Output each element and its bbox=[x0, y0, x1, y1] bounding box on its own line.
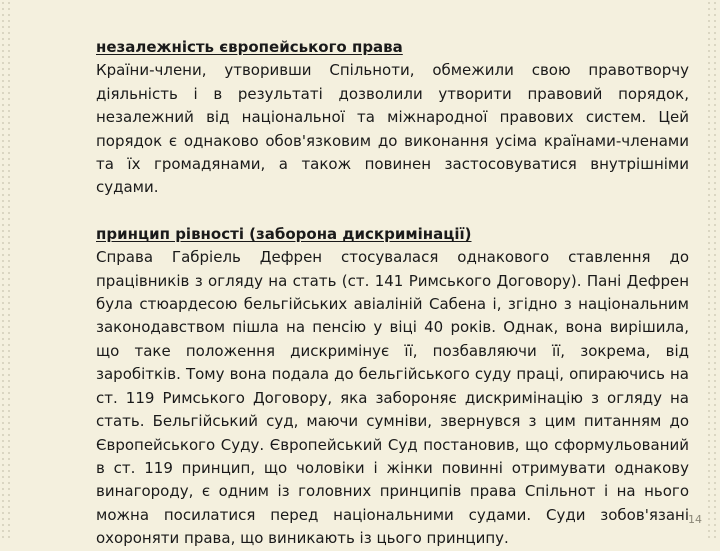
slide-content bbox=[96, 36, 689, 551]
section-heading-equality: принцип рівності (заборона дискримінації) bbox=[96, 224, 472, 243]
section-body-independence: Країни-члени, утворивши Спільноти, обмежили свою правотворчу діяльність і в результаті дозволили утворити правовий порядок, незалежний від національної та міжнародної правових систем. Цей порядок є однаково обов'язковим до виконання усіма країнами-членами та їх громадянами, а також повинен застосовуватися внутрішніми судами. bbox=[96, 61, 689, 197]
page-number: 14 bbox=[688, 513, 702, 526]
decorative-dot-border-right bbox=[706, 0, 720, 540]
section-heading-independence: незалежність європейського права bbox=[96, 38, 403, 56]
section-body-equality: Справа Габріель Дефрен стосувалася однакового ставлення до працівників з огляду на стать (ст. 141 Римського Договору). Пані Дефрен була стюардесою бельгійських авіаліній Сабена і, згідно з національним законодавством пішла на пенсію у віці 40 років. Однак, вона вирішила, що таке положення дискримінує її, позбавляючи її, зокрема, від заробітків. Тому вона подала до бельгійського суду праці, опираючись на ст. 119 Римського Договору, яка забороняє дискримінацію з огляду на стать. Бельгійський суд, маючи сумніви, звернувся з цим питанням до Європейського Суду. Європейський Суд постановив, що сформульований в ст. 119 принцип, що чоловіки і жінки повинні отримувати однакову винагороду, є одним із головних принципів права Спільнот і на нього можна посилатися перед національними судами. Суди зобов'язані охороняти права, що виникають із цього принципу. bbox=[96, 248, 689, 548]
section-spacer bbox=[96, 200, 689, 223]
decorative-dot-border-left bbox=[0, 0, 14, 540]
